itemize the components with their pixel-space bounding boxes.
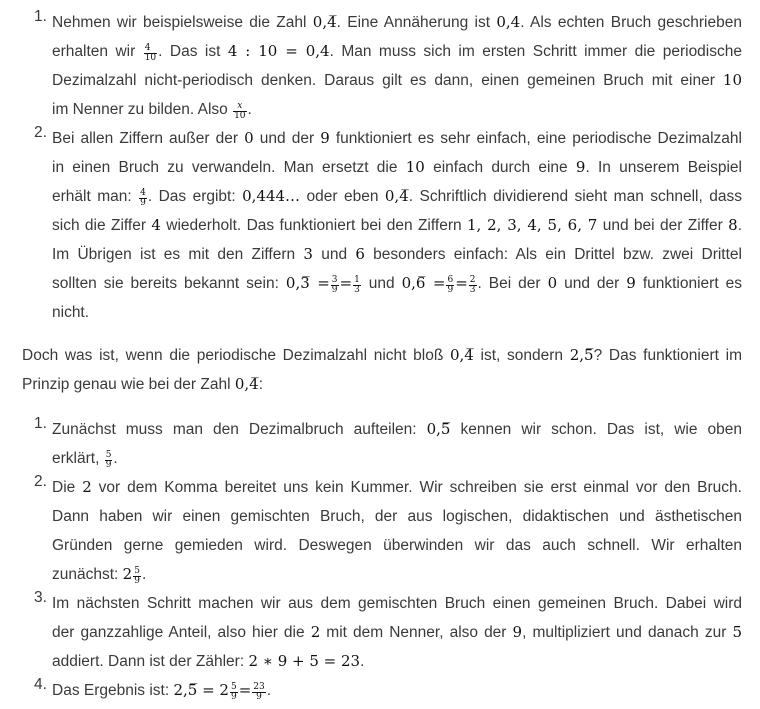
text-line: Das Ergebnis ist: 2,5̅ = 2 $\frac{5}{9}$ = $\frac{23}{9}$ . bbox=[52, 681, 272, 702]
text-line: Nehmen wir beispielsweise die Zahl 0,4̅. Eine Annäherung ist 0,4. Als echten Bruch geschrieben bbox=[52, 13, 742, 31]
list-item-2 bbox=[34, 473, 742, 589]
text-line: zunächst: 2 $\frac{5}{9}$ . bbox=[52, 565, 147, 586]
list-item-1 bbox=[34, 415, 742, 473]
list-number: 4. bbox=[34, 676, 47, 693]
text-line: Im Übrigen ist es mit den Ziffern 3 und 6 besonders einfach: Als ein Drittel bzw. zwei Drittel bbox=[52, 245, 742, 263]
text-line: Doch was ist, wenn die periodische Dezimalzahl nicht bloß 0,4̅ ist, sondern 2,5̅? Das funktioniert im bbox=[22, 346, 742, 364]
fraction: $\frac{x}{10}$ bbox=[234, 101, 246, 121]
text-line: erhält man: $\frac{4}{9}$ . Das ergibt: 0,444… oder eben 0,4̅. Schriftlich dividierend sieht man schnell, dass bbox=[52, 187, 742, 208]
list-item-2 bbox=[34, 124, 742, 327]
text-line: im Nenner zu bilden. Also $\frac{x}{10}$ . bbox=[52, 101, 252, 121]
ordered-list-1 bbox=[34, 8, 742, 327]
ordered-list-2 bbox=[34, 415, 742, 705]
paragraph bbox=[22, 341, 742, 399]
fraction: $\frac{4}{9}$ bbox=[140, 188, 146, 208]
fraction: $\frac{5}{9}$ bbox=[105, 450, 112, 470]
text-line: Gründen gerne gemieden wird. Deswegen überwinden wir das auch schnell. Wir erhalten bbox=[52, 537, 742, 554]
fraction: $\frac{2}{3}$ bbox=[469, 275, 476, 295]
list-number: 2. bbox=[34, 473, 47, 490]
fraction: $\frac{3}{9}$ bbox=[331, 275, 338, 295]
text-line: erklärt, $\frac{5}{9}$ . bbox=[52, 450, 118, 470]
list-item-1 bbox=[34, 8, 742, 124]
list-item-4 bbox=[34, 676, 742, 705]
text-line: addiert. Dann ist der Zähler: 2 ∗ 9 + 5 = 23. bbox=[52, 652, 365, 670]
text-line: sich die Ziffer 4 wiederholt. Das funktioniert bei den Ziffern 1, 2, 3, 4, 5, 6, 7 und bei der Ziffer 8. bbox=[52, 216, 742, 234]
fraction: $\frac{5}{9}$ bbox=[134, 566, 140, 586]
fraction: $\frac{6}{9}$ bbox=[447, 275, 454, 295]
fraction: $\frac{23}{9}$ bbox=[253, 682, 265, 702]
list-number: 2. bbox=[34, 124, 47, 141]
fraction: $\frac{4}{10}$ bbox=[144, 43, 157, 63]
text-line: Dezimalzahl nicht-periodisch denken. Daraus gilt es dann, einen gemeinen Bruch mit einer 10 bbox=[52, 71, 742, 89]
list-number: 3. bbox=[34, 589, 47, 606]
text-line: Die 2 vor dem Komma bereitet uns kein Kummer. Wir schreiben sie erst einmal vor den Bruch. bbox=[52, 478, 742, 496]
list-item-3 bbox=[34, 589, 742, 676]
fraction: $\frac{5}{9}$ bbox=[230, 682, 237, 702]
fraction: $\frac{1}{3}$ bbox=[354, 275, 360, 295]
text-line: Im nächsten Schritt machen wir aus dem gemischten Bruch einen gemeinen Bruch. Dabei wird bbox=[52, 595, 742, 612]
text-line: erhalten wir $\frac{4}{10}$ . Das ist 4 : 10 = 0,4. Man muss sich im ersten Schritt immer die periodische bbox=[52, 42, 742, 63]
text-line: nicht. bbox=[52, 304, 90, 321]
list-number: 1. bbox=[34, 8, 47, 25]
text-line: der ganzzahlige Anteil, also hier die 2 mit dem Nenner, also der 9, multipliziert und danach zur 5 bbox=[52, 623, 742, 641]
text-line: in einen Bruch zu verwandeln. Man ersetzt die 10 einfach durch eine 9. In unserem Beispiel bbox=[52, 158, 742, 176]
text-line: Bei allen Ziffern außer der 0 und der 9 funktioniert es sehr einfach, eine periodische Dezimalzahl bbox=[52, 129, 742, 147]
text-line: Prinzip genau wie bei der Zahl 0,4̅: bbox=[22, 375, 263, 393]
text-line: Dann haben wir einen gemischten Bruch, der aus logischen, didaktischen und ästhetischen bbox=[52, 508, 742, 525]
text-line: Zunächst muss man den Dezimalbruch aufteilen: 0,5̅ kennen wir schon. Das ist, wie oben bbox=[52, 420, 742, 438]
text-line: sollten sie bereits bekannt sein: 0,3̅ = $\frac{3}{9}$ = $\frac{1}{3}$ und 0,6̅ = $\frac{6}{9}$ = $\frac{2}{3}$ . Bei der 0 und der 9 funktioniert es bbox=[52, 274, 742, 295]
list-number: 1. bbox=[34, 415, 47, 432]
